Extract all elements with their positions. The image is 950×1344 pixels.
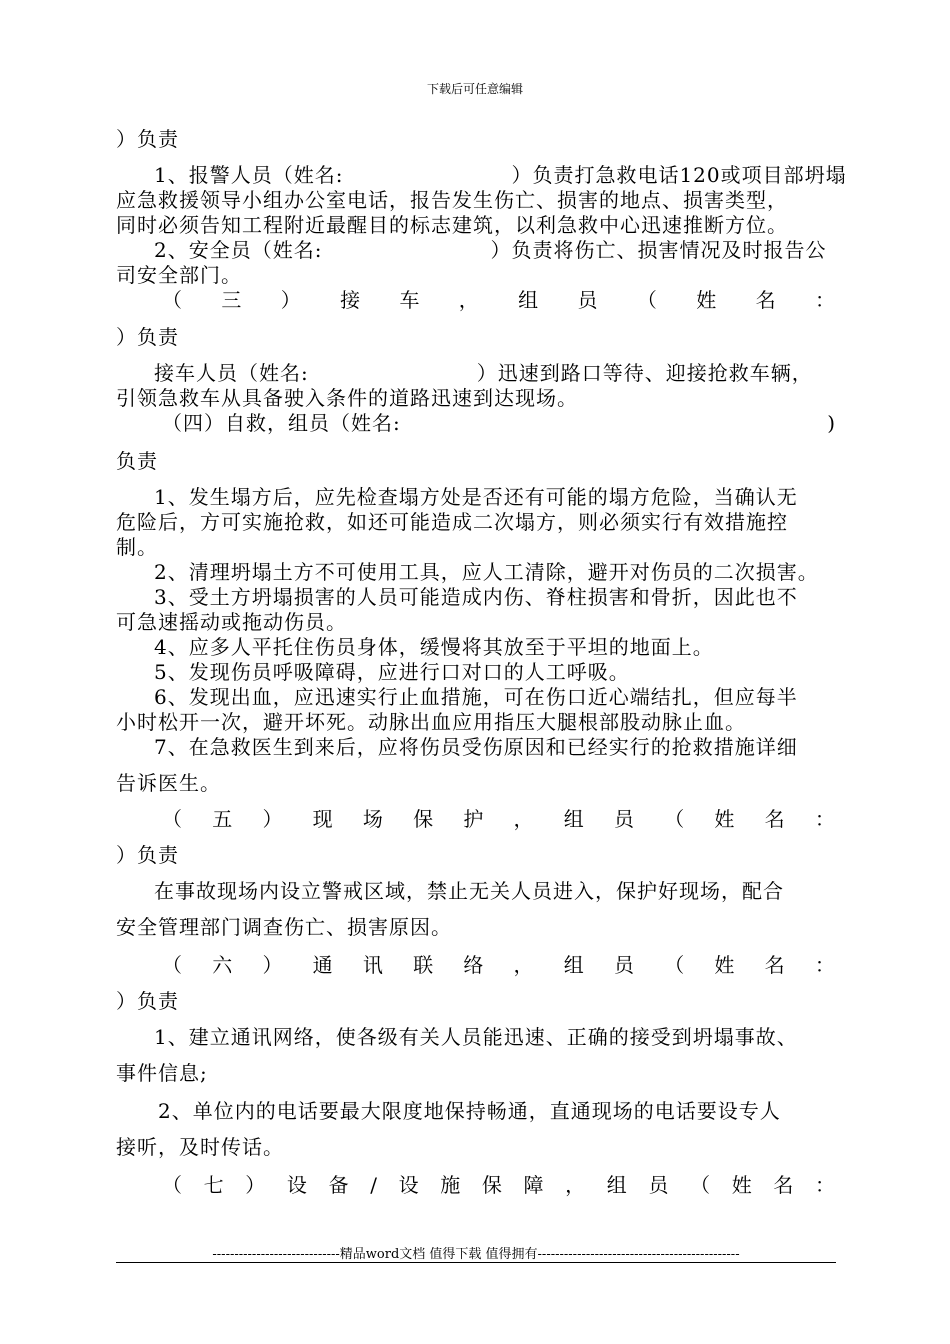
text-line: 2、安全员（姓名: ）负责将伤亡、损害情况及时报告公 xyxy=(154,238,827,262)
page-footer: -----------------------------精品word文档 值得下载 值得拥有---------------------------------------------- xyxy=(212,1247,740,1262)
text-line: 危险后，方可实施抢救，如还可能造成二次塌方，则必须实行有效措施控 xyxy=(116,510,788,534)
page-header: 下载后可任意编辑 xyxy=(426,82,523,96)
text-line: 6、发现出血，应迅速实行止血措施，可在伤口近心端结扎，但应每半 xyxy=(154,685,798,709)
heading-char: ) xyxy=(827,411,836,435)
heading-char: ， xyxy=(565,1173,587,1197)
heading-char: 名 xyxy=(755,288,777,312)
heading-char: ： xyxy=(814,953,836,977)
heading-char: 设 xyxy=(286,1173,308,1197)
text-line: 5、发现伤员呼吸障碍，应进行口对口的人工呼吸。 xyxy=(154,660,630,684)
heading-char: （四）自救，组员（姓名: xyxy=(162,411,401,435)
text-line: 2、清理坍塌土方不可使用工具，应人工清除，避开对伤员的二次损害。 xyxy=(154,560,819,584)
heading-char: （ xyxy=(636,288,658,312)
heading-char: 联 xyxy=(413,953,435,977)
heading-char: 车 xyxy=(399,288,421,312)
heading-char: 六 xyxy=(212,953,234,977)
text-line: 安全管理部门调查伤亡、损害原因。 xyxy=(116,915,452,939)
heading-char: 员 xyxy=(613,807,635,831)
heading-char: （ xyxy=(664,807,686,831)
text-line: ）负责 xyxy=(116,325,179,349)
heading-char: 施 xyxy=(440,1173,462,1197)
text-line: 制。 xyxy=(116,535,158,559)
section-heading-line xyxy=(116,952,836,978)
heading-char: 护 xyxy=(463,807,485,831)
text-line: 4、应多人平托住伤员身体，缓慢将其放至于平坦的地面上。 xyxy=(154,635,714,659)
heading-char: ， xyxy=(513,807,535,831)
heading-char: ： xyxy=(814,807,836,831)
text-line: 接车人员（姓名: ）迅速到路口等待、迎接抢救车辆， xyxy=(154,361,813,385)
heading-char: 姓 xyxy=(696,288,718,312)
section-heading-line xyxy=(116,1172,836,1198)
heading-char: 组 xyxy=(563,807,585,831)
heading-char: （ xyxy=(162,807,183,831)
heading-char: 备 xyxy=(328,1173,350,1197)
text-line: 2、单位内的电话要最大限度地保持畅通，直通现场的电话要设专人 xyxy=(158,1099,781,1123)
heading-char: 保 xyxy=(413,807,435,831)
heading-char: （ xyxy=(162,953,183,977)
text-line: 1、报警人员（姓名: ）负责打急救电话120或项目部坍塌 xyxy=(154,163,847,187)
heading-char: 组 xyxy=(606,1173,628,1197)
text-line: 3、受土方坍塌损害的人员可能造成内伤、脊柱损害和骨折，因此也不 xyxy=(154,585,798,609)
text-line: 接听，及时传话。 xyxy=(116,1135,284,1159)
heading-char: （ xyxy=(162,1173,183,1197)
text-line: 应急救援领导小组办公室电话，报告发生伤亡、损害的地点、损害类型， xyxy=(116,188,788,212)
heading-char: 三 xyxy=(221,288,243,312)
text-line: ）负责 xyxy=(116,989,179,1013)
heading-char: 讯 xyxy=(362,953,384,977)
text-line: ）负责 xyxy=(116,127,179,151)
text-line: 同时必须告知工程附近最醒目的标志建筑，以利急救中心迅速推断方位。 xyxy=(116,213,788,237)
text-line: 负责 xyxy=(116,449,158,473)
heading-char: ， xyxy=(458,288,480,312)
text-line: 1、发生塌方后，应先检查塌方处是否还有可能的塌方危险，当确认无 xyxy=(154,485,798,509)
heading-char: 现 xyxy=(312,807,334,831)
heading-char: 设 xyxy=(398,1173,420,1197)
heading-char: ， xyxy=(513,953,535,977)
text-line: 可急速摇动或拖动伤员。 xyxy=(116,610,347,634)
heading-char: ） xyxy=(262,807,284,831)
heading-char: （ xyxy=(664,953,686,977)
heading-char: 络 xyxy=(463,953,485,977)
text-line: 1、建立通讯网络，使各级有关人员能迅速、正确的接受到坍塌事故、 xyxy=(154,1025,798,1049)
heading-char: 通 xyxy=(312,953,334,977)
heading-char: 五 xyxy=(212,807,234,831)
heading-char: 接 xyxy=(340,288,362,312)
heading-char: 员 xyxy=(648,1173,670,1197)
heading-char: 员 xyxy=(577,288,599,312)
text-line: 7、在急救医生到来后，应将伤员受伤原因和已经实行的抢救措施详细 xyxy=(154,735,798,759)
heading-char: ） xyxy=(245,1173,267,1197)
text-line: 小时松开一次，避开坏死。动脉出血应用指压大腿根部股动脉止血。 xyxy=(116,710,746,734)
heading-char: 姓 xyxy=(714,953,736,977)
heading-char: （ xyxy=(162,288,183,312)
heading-char: 员 xyxy=(613,953,635,977)
heading-char: 组 xyxy=(563,953,585,977)
heading-char: ） xyxy=(262,953,284,977)
section-heading-line xyxy=(116,410,836,436)
heading-char: 场 xyxy=(362,807,384,831)
heading-char: 七 xyxy=(203,1173,225,1197)
footer-rule xyxy=(116,1262,836,1263)
section-heading-line xyxy=(116,287,836,313)
text-line: 事件信息; xyxy=(116,1061,208,1085)
heading-char: 名 xyxy=(764,807,786,831)
heading-char: 姓 xyxy=(731,1173,753,1197)
heading-char: 姓 xyxy=(714,807,736,831)
section-heading-line xyxy=(116,806,836,832)
heading-char: 障 xyxy=(523,1173,545,1197)
text-line: 引领急救车从具备驶入条件的道路迅速到达现场。 xyxy=(116,386,578,410)
text-line: 告诉医生。 xyxy=(116,771,221,795)
heading-char: ： xyxy=(814,288,836,312)
text-line: ）负责 xyxy=(116,843,179,867)
heading-char: / xyxy=(370,1173,378,1197)
text-line: 司安全部门。 xyxy=(116,263,242,287)
heading-char: 保 xyxy=(481,1173,503,1197)
heading-char: 组 xyxy=(518,288,540,312)
text-line: 在事故现场内设立警戒区域，禁止无关人员进入，保护好现场，配合 xyxy=(154,879,784,903)
heading-char: ） xyxy=(280,288,302,312)
heading-char: （ xyxy=(690,1173,712,1197)
heading-char: ： xyxy=(815,1173,836,1197)
heading-char: 名 xyxy=(764,953,786,977)
heading-char: 名 xyxy=(773,1173,795,1197)
